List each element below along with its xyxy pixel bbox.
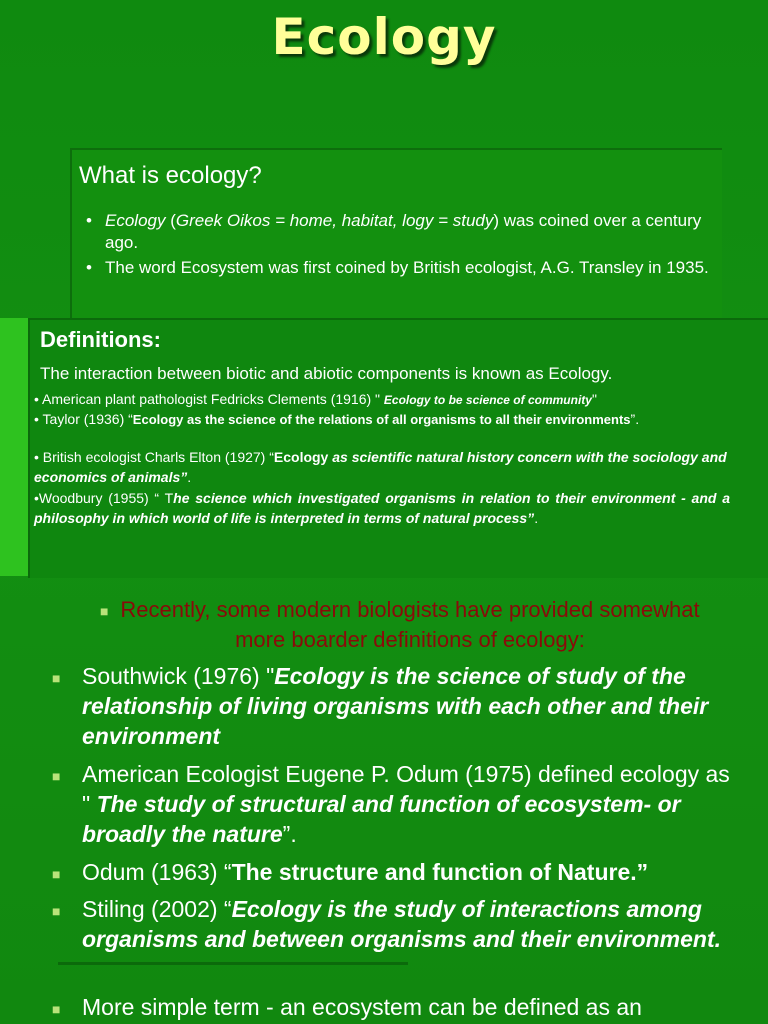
odum1963-plain: Odum (1963) “ xyxy=(82,859,232,885)
intro-bullet-1-italic-a: Ecology xyxy=(105,211,166,230)
square-bullet-icon: ■ xyxy=(52,768,61,784)
definition-item-3-bold: Ecology xyxy=(273,449,329,465)
definitions-lead: The interaction between biotic and abiotic components is known as Ecology. xyxy=(40,364,613,383)
intro-bullet-2 xyxy=(86,257,726,279)
definition-item-2-prefix: • Taylor (1936) “ xyxy=(34,411,133,427)
definition-item-3-prefix: • British ecologist Charls Elton (1927) “ xyxy=(34,449,274,465)
definition-bullet-southwick xyxy=(52,661,732,751)
square-bullet-icon: ■ xyxy=(52,670,61,686)
intro-bullet-1 xyxy=(86,210,726,254)
odum1963-strong: The structure and function of Nature.” xyxy=(231,859,649,885)
intro-bullet-1-italic-c: Greek Oikos = home, habitat, logy = study xyxy=(175,211,494,230)
odum1975-emph: The study of structural and function of ecosystem- or broadly the nature xyxy=(82,791,681,847)
definition-item-2 xyxy=(34,409,730,430)
simple-term-text: More simple term - an ecosystem can be defined as an xyxy=(82,994,642,1020)
definition-item-2-suffix: ”. xyxy=(630,411,640,427)
definition-item-1-emph: Ecology to be science of community xyxy=(383,393,592,407)
recent-text: Recently, some modern biologists have provided somewhat more boarder definitions of ecology: xyxy=(120,597,700,652)
definition-bullet-odum-1975 xyxy=(52,759,732,849)
intro-heading: What is ecology? xyxy=(79,162,262,189)
definition-item-2-emph: Ecology as the science of the relations of all organisms to all their environments xyxy=(132,412,631,427)
definition-item-4 xyxy=(34,488,730,528)
definition-item-3-suffix: . xyxy=(187,469,192,485)
divider-line xyxy=(58,962,408,965)
intro-bullet-1-text-d: ) was coined over a century ago. xyxy=(105,211,702,252)
odum1975-tail: ”. xyxy=(282,821,297,847)
odum1975-plain: American Ecologist Eugene P. Odum (1975) defined ecology as " xyxy=(82,761,730,817)
definition-item-4-prefix: •Woodbury (1955) “ T xyxy=(34,490,174,506)
definition-item-4-suffix: . xyxy=(534,510,539,526)
definition-item-1-suffix: " xyxy=(591,391,597,407)
bullet-dot-icon: • xyxy=(86,211,92,230)
southwick-plain: Southwick (1976) " xyxy=(82,663,275,689)
definitions-heading: Definitions: xyxy=(40,327,161,352)
definition-item-3-emph: as scientific natural history concern with the sociology and economics of animals” xyxy=(34,449,727,485)
southwick-emph: Ecology is the science of study of the relationship of living organisms with each other and their environment xyxy=(82,663,709,749)
definition-bullet-odum-1963 xyxy=(52,857,732,887)
square-bullet-icon: ■ xyxy=(52,866,61,882)
intro-bullet-2-text: The word Ecosystem was first coined by British ecologist, A.G. Transley in 1935. xyxy=(105,258,709,277)
definition-bullet-stiling xyxy=(52,894,732,954)
slide-title: Ecology xyxy=(271,8,497,66)
square-bullet-icon: ■ xyxy=(52,1001,61,1017)
square-bullet-icon: ■ xyxy=(52,903,61,919)
recent-definitions-note xyxy=(100,595,720,655)
definition-item-4-emph: he science which investigated organisms in relation to their environment - and a philosophy in which world of life is interpreted in terms of natural process” xyxy=(34,490,730,526)
stiling-plain: Stiling (2002) “ xyxy=(82,896,232,922)
left-accent-strip xyxy=(0,318,28,576)
definition-bullet-simple-term xyxy=(52,992,732,1022)
definition-item-1-prefix: • American plant pathologist Fedricks Clements (1916) " xyxy=(34,391,384,407)
definition-item-3 xyxy=(34,447,730,487)
intro-bullet-1-text-b: ( xyxy=(165,211,176,230)
definition-item-1 xyxy=(34,389,730,410)
stiling-emph: Ecology is the study of interactions among organisms and between organisms and their environment. xyxy=(82,896,722,952)
bullet-dot-icon: • xyxy=(86,258,92,277)
square-bullet-icon: ■ xyxy=(100,603,109,619)
